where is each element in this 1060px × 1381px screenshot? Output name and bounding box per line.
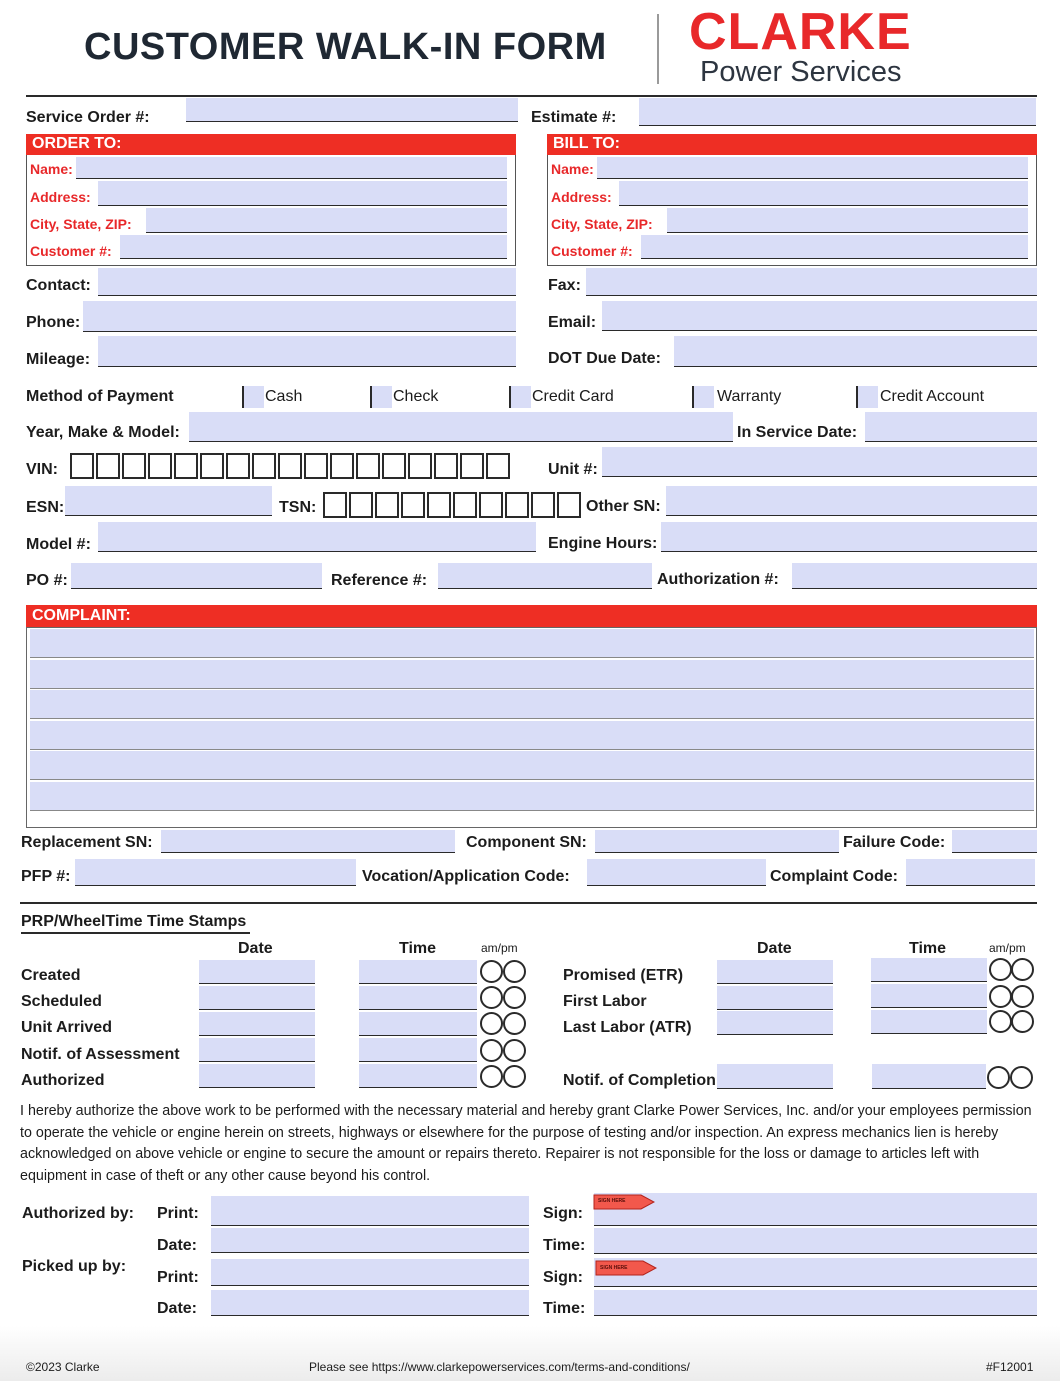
pickup-sign-here-text: SIGN HERE — [600, 1265, 628, 1271]
vin-char-box[interactable] — [382, 453, 406, 479]
other-sn-label: Other SN: — [586, 498, 661, 515]
ts-completion-am[interactable] — [987, 1066, 1010, 1089]
payment-check-checkbox[interactable] — [370, 386, 392, 408]
reference-label: Reference #: — [331, 572, 428, 589]
complaint-line[interactable] — [30, 751, 1034, 780]
bill-to-address-field[interactable] — [619, 181, 1028, 206]
ts-scheduled-pm[interactable] — [503, 986, 526, 1009]
section-rule — [20, 902, 1037, 904]
tsn-char-box[interactable] — [375, 492, 399, 518]
tsn-char-box[interactable] — [401, 492, 425, 518]
vocation-code-label: Vocation/Application Code: — [362, 868, 570, 885]
in-service-date-field[interactable] — [865, 412, 1037, 442]
pfp-field[interactable] — [75, 859, 356, 886]
ts-last-labor-pm[interactable] — [1011, 1010, 1034, 1033]
contact-label: Contact: — [26, 277, 91, 294]
ts-authorized-pm[interactable] — [503, 1065, 526, 1088]
dot-due-date-field[interactable] — [674, 336, 1037, 367]
ts-promised-date[interactable] — [717, 960, 833, 984]
ts-promised-label: Promised (ETR) — [563, 967, 684, 984]
right-time-header: Time — [909, 940, 947, 957]
bill-to-name-label: Name: — [551, 161, 594, 177]
bill-to-city-field[interactable] — [667, 208, 1028, 233]
authorized-by-label: Authorized by: — [22, 1205, 134, 1222]
ts-created-pm[interactable] — [503, 960, 526, 983]
ts-scheduled-date[interactable] — [199, 986, 315, 1010]
vin-label: VIN: — [26, 461, 58, 478]
model-label: Model #: — [26, 536, 91, 553]
payment-credit-card-label: Credit Card — [532, 388, 614, 405]
model-field[interactable] — [98, 522, 536, 552]
payment-credit-account-checkbox[interactable] — [856, 386, 878, 408]
tsn-char-box[interactable] — [453, 492, 477, 518]
phone-label: Phone: — [26, 314, 81, 331]
failure-code-field[interactable] — [952, 830, 1037, 853]
ts-completion-time[interactable] — [872, 1064, 986, 1089]
contact-field[interactable] — [98, 268, 516, 296]
email-label: Email: — [548, 314, 597, 331]
ts-completion-label: Notif. of Completion — [563, 1072, 716, 1089]
vin-char-box[interactable] — [122, 453, 146, 479]
page-title: CUSTOMER WALK-IN FORM — [84, 26, 607, 68]
email-field[interactable] — [602, 301, 1037, 331]
vin-char-box[interactable] — [356, 453, 380, 479]
ts-created-date[interactable] — [199, 960, 315, 984]
replacement-sn-field[interactable] — [161, 830, 455, 853]
ts-assessment-time[interactable] — [359, 1038, 477, 1062]
fax-field[interactable] — [586, 268, 1037, 296]
footer-copyright: ©2023 Clarke — [26, 1360, 100, 1374]
bill-to-customer-field[interactable] — [641, 235, 1028, 259]
bill-to-city-label: City, State, ZIP: — [551, 216, 653, 232]
auth-time-field[interactable] — [594, 1228, 1037, 1254]
vin-char-box[interactable] — [200, 453, 224, 479]
order-to-customer-label: Customer #: — [30, 243, 112, 259]
order-to-city-field[interactable] — [146, 208, 507, 233]
vin-char-box[interactable] — [252, 453, 276, 479]
tsn-char-box[interactable] — [531, 492, 555, 518]
ts-unit-arrived-date[interactable] — [199, 1012, 315, 1036]
service-order-label: Service Order #: — [26, 109, 150, 126]
ts-scheduled-label: Scheduled — [21, 993, 102, 1010]
ts-assessment-pm[interactable] — [503, 1039, 526, 1062]
tsn-char-box[interactable] — [427, 492, 451, 518]
brand-logo-name: CLARKE — [689, 3, 912, 61]
pickup-date-field[interactable] — [211, 1290, 529, 1316]
auth-sign-here-text: SIGN HERE — [598, 1198, 626, 1204]
pfp-label: PFP #: — [21, 868, 71, 885]
payment-credit-account-label: Credit Account — [880, 388, 985, 405]
authorization-field[interactable] — [792, 563, 1037, 589]
pickup-date-label: Date: — [157, 1300, 198, 1317]
payment-warranty-label: Warranty — [717, 388, 782, 405]
order-to-customer-field[interactable] — [120, 235, 507, 259]
vin-char-box[interactable] — [226, 453, 250, 479]
ts-first-labor-time[interactable] — [871, 984, 987, 1008]
po-field[interactable] — [71, 563, 322, 589]
auth-date-field[interactable] — [211, 1228, 529, 1253]
ts-first-labor-am[interactable] — [989, 985, 1012, 1008]
service-order-field[interactable] — [186, 98, 518, 122]
year-make-model-label: Year, Make & Model: — [26, 424, 180, 441]
pickup-time-label: Time: — [543, 1300, 586, 1317]
bill-to-header: BILL TO: — [547, 134, 1037, 155]
order-to-name-field[interactable] — [76, 157, 507, 179]
complaint-code-label: Complaint Code: — [770, 868, 898, 885]
replacement-sn-label: Replacement SN: — [21, 834, 153, 851]
ts-authorized-am[interactable] — [480, 1065, 503, 1088]
ts-scheduled-am[interactable] — [480, 986, 503, 1009]
vin-char-box[interactable] — [330, 453, 354, 479]
vin-char-box[interactable] — [96, 453, 120, 479]
complaint-line[interactable] — [30, 660, 1034, 689]
vin-char-box[interactable] — [408, 453, 432, 479]
order-to-address-label: Address: — [30, 189, 91, 205]
complaint-line[interactable] — [30, 721, 1034, 750]
vin-char-box[interactable] — [174, 453, 198, 479]
esn-label: ESN: — [26, 499, 65, 516]
authorization-text: I hereby authorize the above work to be performed with the necessary material and hereby grant Clarke Power Services, Inc. and/or your employees permission to operate the vehicle or engine herein on streets, highways or elsewhere for the purpose of testing and/or inspection. An express mechanics lien is hereby acknowledged on above vehicle or engine to secure the amount or repairs thereto. Repairer is not responsible for the loss or damage to articles left with equipment in case of theft or any other cause beyond his control. — [20, 1103, 1032, 1184]
complaint-line[interactable] — [30, 690, 1034, 719]
year-make-model-field[interactable] — [189, 412, 733, 442]
auth-sign-label: Sign: — [543, 1205, 583, 1222]
ts-unit-arrived-am[interactable] — [480, 1012, 503, 1035]
ts-completion-date[interactable] — [717, 1064, 833, 1089]
ts-promised-time[interactable] — [871, 958, 987, 982]
mileage-field[interactable] — [98, 336, 516, 367]
ts-assessment-date[interactable] — [199, 1038, 315, 1062]
ts-last-labor-am[interactable] — [989, 1010, 1012, 1033]
ts-unit-arrived-time[interactable] — [359, 1012, 477, 1036]
tsn-char-box[interactable] — [557, 492, 581, 518]
payment-cash-checkbox[interactable] — [242, 386, 264, 408]
header-divider — [657, 14, 659, 84]
ts-unit-arrived-pm[interactable] — [503, 1012, 526, 1035]
ts-authorized-date[interactable] — [199, 1064, 315, 1088]
estimate-label: Estimate #: — [531, 109, 617, 126]
ts-created-label: Created — [21, 967, 81, 984]
auth-date-label: Date: — [157, 1237, 198, 1254]
fax-label: Fax: — [548, 277, 581, 294]
auth-print-label: Print: — [157, 1205, 199, 1222]
left-ampm-header: am/pm — [481, 941, 518, 955]
ts-promised-pm[interactable] — [1011, 958, 1034, 981]
ts-created-am[interactable] — [480, 960, 503, 983]
po-label: PO #: — [26, 572, 68, 589]
ts-assessment-label: Notif. of Assessment — [21, 1046, 180, 1063]
phone-field[interactable] — [83, 301, 516, 332]
vin-char-box[interactable] — [434, 453, 458, 479]
failure-code-label: Failure Code: — [843, 834, 946, 851]
right-date-header: Date — [757, 940, 792, 957]
ts-first-labor-label: First Labor — [563, 993, 647, 1010]
pickup-sign-field[interactable] — [594, 1258, 1037, 1287]
estimate-field[interactable] — [639, 98, 1036, 126]
authorization-label: Authorization #: — [657, 571, 779, 588]
ts-first-labor-pm[interactable] — [1011, 985, 1034, 1008]
pickup-print-label: Print: — [157, 1269, 199, 1286]
other-sn-field[interactable] — [666, 486, 1037, 516]
vin-char-box[interactable] — [460, 453, 484, 479]
payment-warranty-checkbox[interactable] — [692, 386, 714, 408]
footer-terms-link[interactable]: Please see https://www.clarkepowerservices.com/terms-and-conditions/ — [309, 1360, 690, 1374]
tsn-char-box[interactable] — [349, 492, 373, 518]
header-rule — [26, 95, 1037, 97]
right-ampm-header: am/pm — [989, 941, 1026, 955]
ts-authorized-time[interactable] — [359, 1064, 477, 1088]
mileage-label: Mileage: — [26, 351, 91, 368]
ts-first-labor-date[interactable] — [717, 986, 833, 1010]
vin-char-box[interactable] — [304, 453, 328, 479]
unit-field[interactable] — [602, 447, 1037, 477]
pickup-sign-label: Sign: — [543, 1269, 583, 1286]
auth-print-field[interactable] — [211, 1196, 529, 1226]
ts-scheduled-time[interactable] — [359, 986, 477, 1010]
picked-up-by-label: Picked up by: — [22, 1258, 127, 1275]
auth-sign-field[interactable] — [594, 1193, 1037, 1226]
footer-form-number: #F12001 — [986, 1360, 1034, 1374]
unit-label: Unit #: — [548, 461, 598, 478]
tsn-char-box[interactable] — [505, 492, 529, 518]
complaint-header: COMPLAINT: — [26, 605, 1037, 627]
vin-char-box[interactable] — [148, 453, 172, 479]
payment-credit-card-checkbox[interactable] — [509, 386, 531, 408]
left-time-header: Time — [399, 940, 437, 957]
ts-assessment-am[interactable] — [480, 1039, 503, 1062]
ts-promised-am[interactable] — [989, 958, 1012, 981]
vin-char-box[interactable] — [486, 453, 510, 479]
tsn-label: TSN: — [279, 499, 317, 516]
vocation-code-field[interactable] — [587, 859, 766, 886]
order-to-header: ORDER TO: — [26, 134, 516, 155]
vin-char-box[interactable] — [70, 453, 94, 479]
esn-field[interactable] — [65, 486, 272, 516]
timestamps-title: PRP/WheelTime Time Stamps — [21, 913, 250, 934]
reference-field[interactable] — [438, 563, 652, 589]
engine-hours-label: Engine Hours: — [548, 535, 658, 552]
order-to-city-label: City, State, ZIP: — [30, 216, 132, 232]
dot-due-date-label: DOT Due Date: — [548, 350, 661, 367]
component-sn-label: Component SN: — [466, 834, 587, 851]
brand-logo-sub: Power Services — [700, 56, 902, 88]
complaint-code-field[interactable] — [906, 859, 1035, 886]
payment-method-label: Method of Payment — [26, 388, 174, 405]
payment-check-label: Check — [393, 388, 439, 405]
vin-char-box[interactable] — [278, 453, 302, 479]
complaint-line[interactable] — [30, 782, 1034, 811]
order-to-address-field[interactable] — [98, 181, 507, 206]
ts-authorized-label: Authorized — [21, 1072, 105, 1089]
component-sn-field[interactable] — [595, 830, 839, 853]
tsn-char-box[interactable] — [479, 492, 503, 518]
ts-last-labor-date[interactable] — [717, 1011, 833, 1035]
payment-cash-label: Cash — [265, 388, 303, 405]
pickup-time-field[interactable] — [594, 1290, 1037, 1316]
left-date-header: Date — [238, 940, 273, 957]
ts-created-time[interactable] — [359, 960, 477, 984]
in-service-date-label: In Service Date: — [737, 424, 858, 441]
auth-time-label: Time: — [543, 1237, 586, 1254]
pickup-print-field[interactable] — [211, 1259, 529, 1286]
tsn-char-box[interactable] — [323, 492, 347, 518]
bill-to-name-field[interactable] — [597, 157, 1028, 179]
complaint-line[interactable] — [30, 629, 1034, 658]
bill-to-address-label: Address: — [551, 189, 612, 205]
ts-completion-pm[interactable] — [1010, 1066, 1033, 1089]
bill-to-customer-label: Customer #: — [551, 243, 633, 259]
ts-last-labor-label: Last Labor (ATR) — [563, 1019, 692, 1036]
ts-last-labor-time[interactable] — [871, 1010, 987, 1034]
ts-unit-arrived-label: Unit Arrived — [21, 1019, 112, 1036]
engine-hours-field[interactable] — [661, 522, 1037, 552]
order-to-name-label: Name: — [30, 161, 73, 177]
